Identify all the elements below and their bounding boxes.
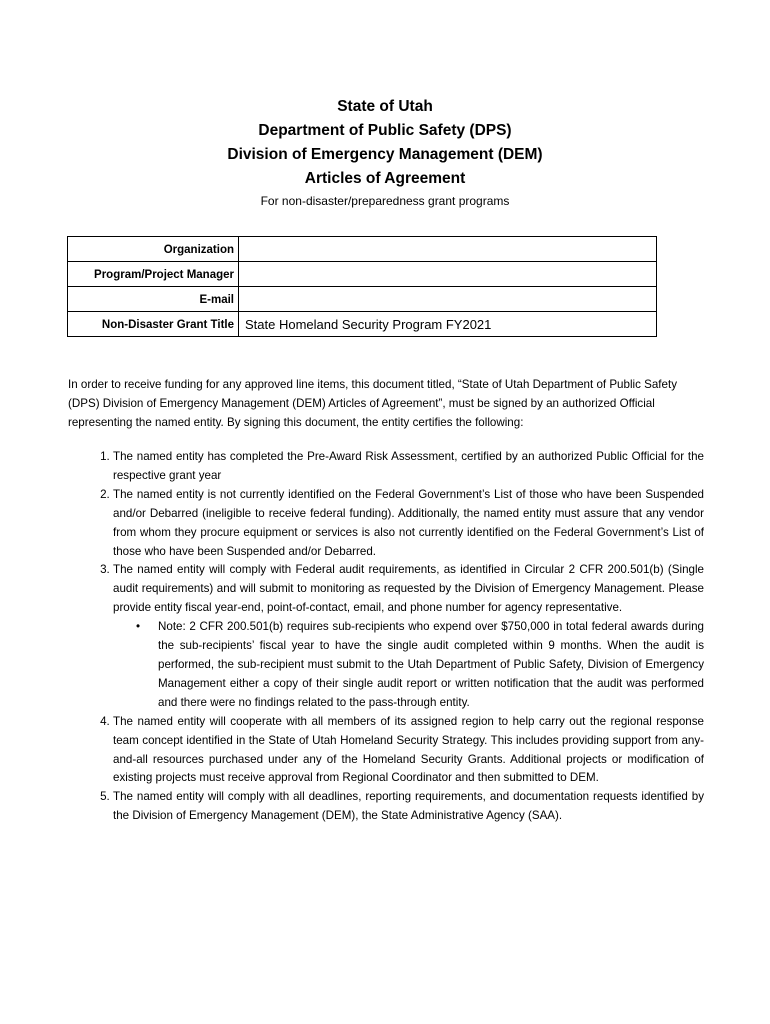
audit-note-item bbox=[158, 618, 704, 713]
audit-note-text: Note: 2 CFR 200.501(b) requires sub-recipients who expend over $750,000 in total federal awards during the sub-recipients’ fiscal year to have the single audit completed within 9 months. When the audit is performed, the sub-recipient must submit to the Utah Department of Public Safety, Division of Emergency Management either a copy of their single audit report or written notification that the audit was performed and there were no findings related to the pass-through entity. bbox=[158, 620, 704, 709]
intro-paragraph: In order to receive funding for any approved line items, this document titled, “State of Utah Department of Public Safety (DPS) Division of Emergency Management (DEM) Articles of Agreement”, must be signed by an authorized Official representing the named entity. By signing this document, the entity certifies the following: bbox=[68, 377, 677, 429]
grant-title-label: Non-Disaster Grant Title bbox=[68, 312, 239, 337]
header-subtitle: For non-disaster/preparedness grant programs bbox=[260, 194, 510, 208]
list-item-text: The named entity will cooperate with all members of its assigned region to help carry out the regional response team concept identified in the State of Utah Homeland Security Strategy. This includes providing support from any-and-all resources purchased under any of the Homeland Security Grants. Additional projects or modification of existing projects must receive approval from Regional Coordinator and then submitted to DEM. bbox=[113, 714, 704, 785]
organization-field[interactable] bbox=[239, 237, 657, 262]
program-manager-label: Program/Project Manager bbox=[68, 262, 239, 287]
header-department: Department of Public Safety (DPS) bbox=[258, 122, 512, 139]
header-state: State of Utah bbox=[337, 98, 433, 115]
table-row bbox=[68, 287, 657, 312]
list-item-text: The named entity will comply with all deadlines, reporting requirements, and documentation requests identified by the Division of Emergency Management (DEM), the State Administrative Agency (SAA). bbox=[113, 790, 704, 823]
table-row bbox=[68, 237, 657, 262]
list-item-text: The named entity will comply with Federal audit requirements, as identified in Circular 2 CFR 200.501(b) (Single audit requirements) and will submit to monitoring as requested by the Division of Emergency Management. Please provide entity fiscal year-end, point-of-contact, email, and phone number for agency representative. bbox=[113, 563, 704, 615]
organization-label: Organization bbox=[68, 237, 239, 262]
header-document-title: Articles of Agreement bbox=[304, 170, 466, 187]
header-division: Division of Emergency Management (DEM) bbox=[227, 146, 543, 163]
list-item-text: The named entity has completed the Pre-Award Risk Assessment, certified by an authorized Public Official for the respective grant year bbox=[113, 450, 704, 482]
list-item bbox=[113, 713, 704, 789]
list-item bbox=[113, 448, 704, 486]
document-header bbox=[0, 95, 770, 210]
table-row bbox=[68, 262, 657, 287]
list-item bbox=[113, 788, 704, 826]
sub-bullet-list bbox=[113, 618, 704, 713]
list-item-text: The named entity is not currently identified on the Federal Government’s List of those who have been Suspended and/or Debarred (ineligible to receive federal funding). Additionally, the named entity must assure that any vendor from whom they procure equipment or services is also not currently identified on the Federal Government’s List of those who have been Suspended and/or Debarred. bbox=[113, 487, 704, 558]
email-field[interactable] bbox=[239, 287, 657, 312]
grant-title-field[interactable]: State Homeland Security Program FY2021 bbox=[239, 312, 657, 337]
certification-list bbox=[68, 448, 704, 826]
program-manager-field[interactable] bbox=[239, 262, 657, 287]
info-table bbox=[67, 236, 657, 337]
table-row bbox=[68, 312, 657, 337]
list-item bbox=[113, 561, 704, 712]
email-label: E-mail bbox=[68, 287, 239, 312]
list-item bbox=[113, 486, 704, 562]
